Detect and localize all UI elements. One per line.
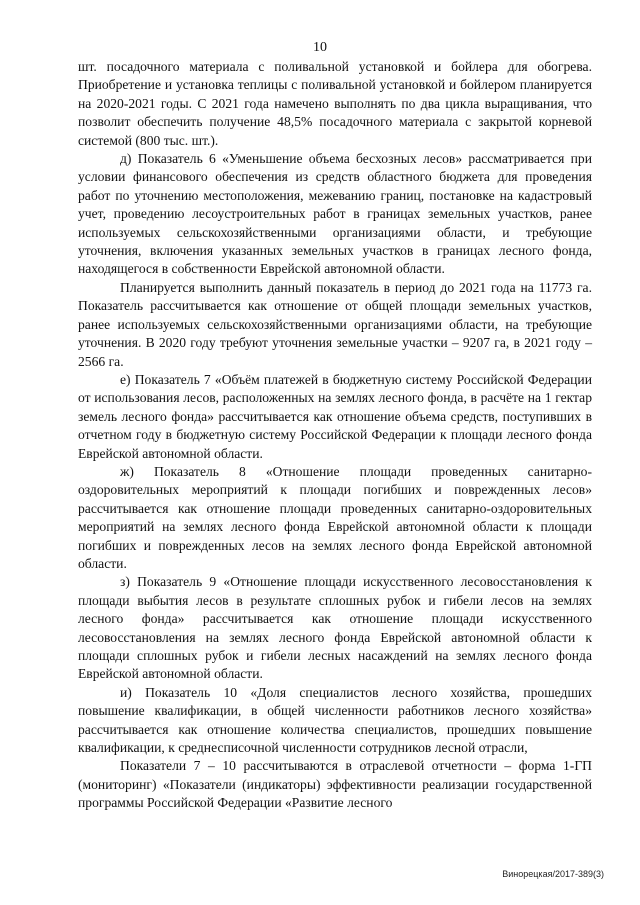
paragraph: и) Показатель 10 «Доля специалистов лесного хозяйства, прошедших повышение квалификации, в общей численности работников лесного хозяйства» рассчитывается как отношение количества специалистов, прошедших повышение квалификации, к среднесписочной численности сотрудников лесной отрасли, <box>78 684 592 756</box>
body-text <box>78 58 592 813</box>
paragraph: з) Показатель 9 «Отношение площади искусственного лесовосстановления к площади выбытия лесов в результате сплошных рубок и гибели лесов на землях лесного фонда» рассчитывается как отношение площади искусственного лесовосстановления на землях лесного фонда Еврейской автономной области к площади сплошных рубок и гибели лесных насаждений на землях лесного фонда Еврейской автономной области. <box>78 574 592 682</box>
paragraph: Показатели 7 – 10 рассчитываются в отраслевой отчетности – форма 1-ГП (мониторинг) «Показатели (индикаторы) эффективности реализации государственной программы Российской Федерации «Развитие лесного <box>78 758 592 811</box>
page-number: 10 <box>313 40 327 55</box>
paragraph: е) Показатель 7 «Объём платежей в бюджетную систему Российской Федерации от использования лесов, расположенных на землях лесного фонда, в расчёте на 1 гектар земель лесного фонда» рассчитывается как отношение объема средств, поступивших в отчетном году в бюджетную систему Российской Федерации к площади лесного фонда Еврейской автономной области. <box>78 371 592 461</box>
document-footer-code: Винорецкая/2017-389(3) <box>502 869 604 879</box>
paragraph: ж) Показатель 8 «Отношение площади проведенных санитарно-оздоровительных мероприятий к площади погибших и поврежденных лесов» рассчитывается как отношение площади проведенных санитарно-оздоровительных мероприятий на землях лесного фонда Еврейской автономной области к площади погибших и поврежденных лесов на землях лесного фонда Еврейской автономной области. <box>78 463 592 571</box>
paragraph: Планируется выполнить данный показатель в период до 2021 года на 11773 га. Показатель рассчитывается как отношение от общей площади земельных участков, ранее используемых сельскохозяйственными организациями области, на требующие уточнения. В 2020 году требуют уточнения земельные участки – 9207 га, в 2021 году – 2566 га. <box>78 279 592 369</box>
paragraph: д) Показатель 6 «Уменьшение объема бесхозных лесов» рассматривается при условии финансового обеспечения из средств областного бюджета для проведения работ по уточнению местоположения, межеванию границ, постановке на кадастровый учет, проведению лесоустроительных работ в границах земельных участков, ранее используемых сельскохозяйственными организациями области, и требующие уточнения, включения указанных земельных участков в границах лесного фонда, находящегося в собственности Еврейской автономной области. <box>78 151 592 277</box>
paragraph: шт. посадочного материала с поливальной установкой и бойлера для обогрева. Приобретение и установка теплицы с поливальной установкой и бойлером планируется на 2020-2021 годы. С 2021 года намечено выполнять по два цикла выращивания, что позволит обеспечить получение 48,5% посадочного материала с закрытой корневой системой (800 тыс. шт.). <box>78 59 592 148</box>
